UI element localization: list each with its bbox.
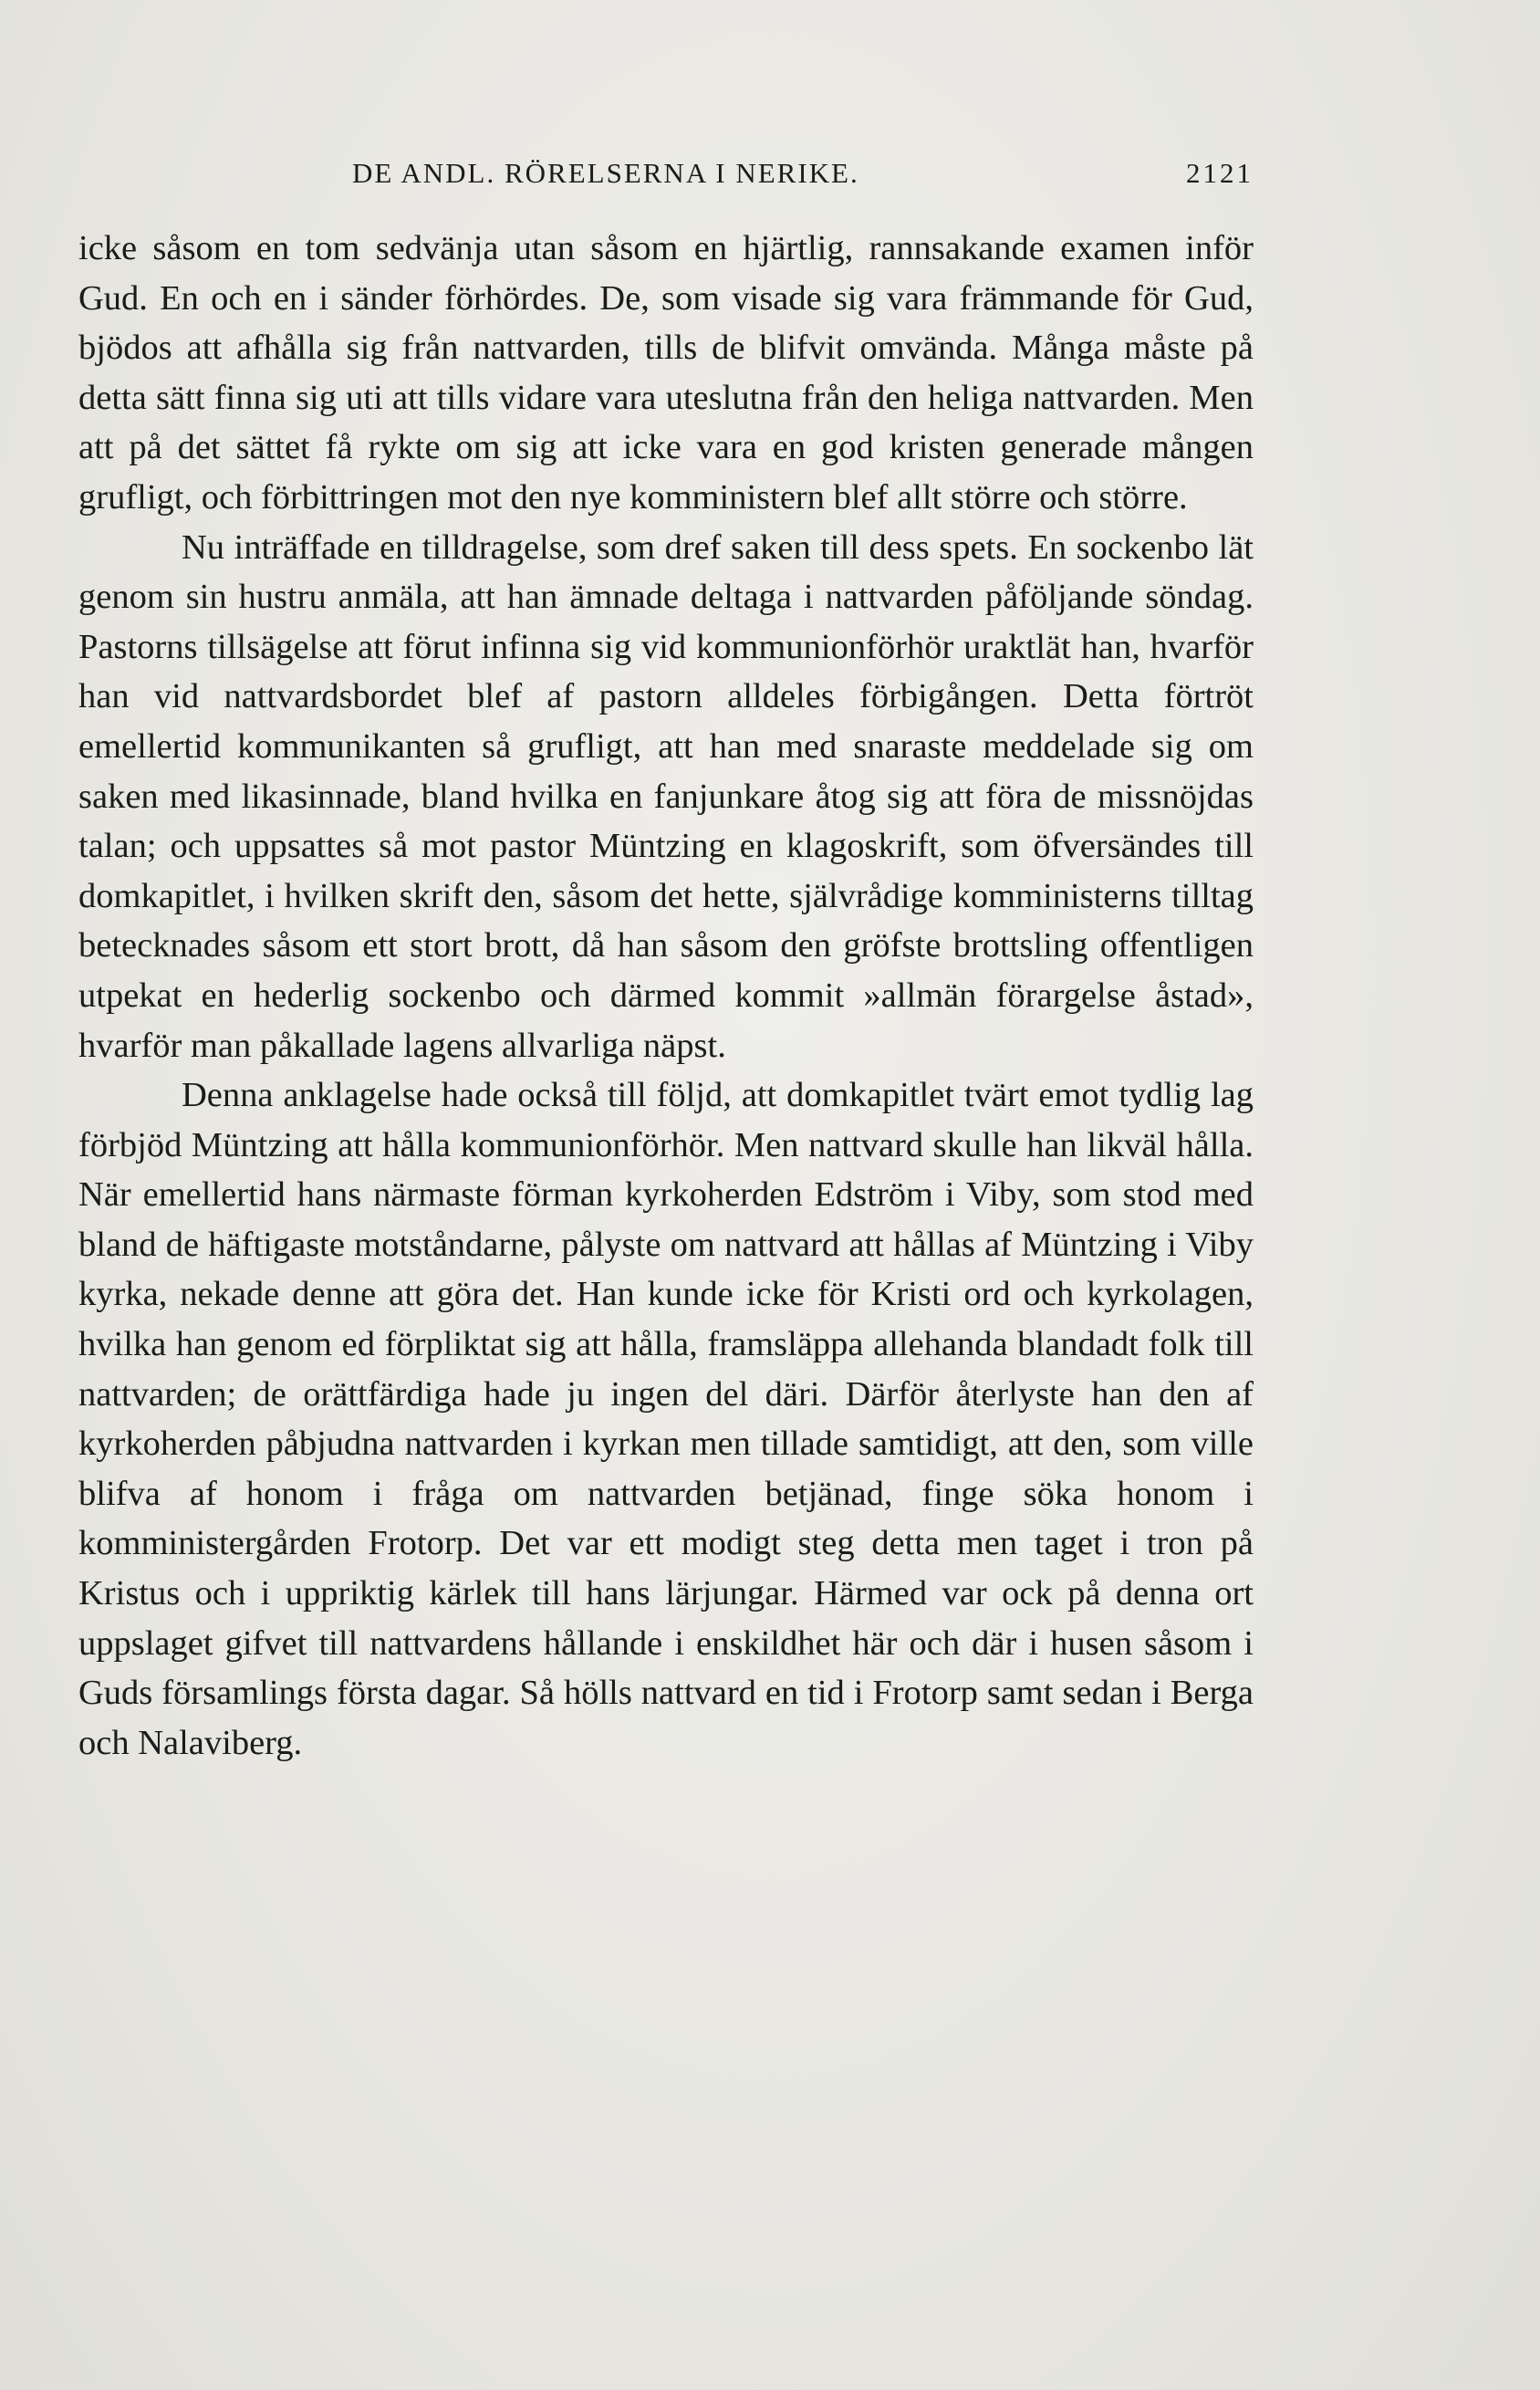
body-text — [78, 224, 1254, 1768]
page-number: 2121 — [1186, 157, 1254, 189]
page-header — [78, 157, 1254, 203]
paragraph: icke såsom en tom sedvänja utan såsom en hjärtlig, rannsakande examen inför Gud. En och en i sänder förhördes. De, som visade sig vara främmande för Gud, bjödos att afhålla sig från nattvarden, tills de blifvit omvända. Många måste på detta sätt finna sig uti att tills vidare vara uteslutna från den heliga nattvarden. Men att på det sättet få rykte om sig att icke vara en god kristen generade mången grufligt, och förbittringen mot den nye komministern blef allt större och större. — [78, 229, 1254, 517]
paragraph: Nu inträffade en tilldragelse, som dref saken till dess spets. En sockenbo lät genom sin hustru anmäla, att han ämnade deltaga i nattvarden påföljande söndag. Pastorns tillsägelse att förut infinna sig vid kommunionförhör uraktlät han, hvarför han vid nattvardsbordet blef af pastorn alldeles förbigången. Detta förtröt emellertid kommunikanten så grufligt, att han med snaraste meddelade sig om saken med likasinnade, bland hvilka en fanjunkare åtog sig att föra de missnöjdas talan; och uppsattes så mot pastor Müntzing en klagoskrift, som öfversändes till domkapitlet, i hvilken skrift den, såsom det hette, självrådige komministerns tilltag betecknades såsom ett stort brott, då han såsom den gröfste brottsling offentligen utpekat en hederlig sockenbo och därmed kommit »allmän förargelse åstad», hvarför man påkallade lagens allvarliga näpst. — [78, 527, 1254, 1065]
running-title: DE ANDL. RÖRELSERNA I NERIKE. — [352, 157, 859, 189]
paragraph: Denna anklagelse hade också till följd, att domkapitlet tvärt emot tydlig lag förbjöd Müntzing att hålla kommunionförhör. Men nattvard skulle han likväl hålla. När emellertid hans närmaste förman kyrkoherden Edström i Viby, som stod med bland de häftigaste motståndarne, pålyste om nattvard att hållas af Müntzing i Viby kyrka, nekade denne att göra det. Han kunde icke för Kristi ord och kyrkolagen, hvilka han genom ed förpliktat sig att hålla, framsläppa allehanda blandadt folk till nattvarden; de orättfärdiga hade ju ingen del däri. Därför återlyste han den af kyrkoherden påbjudna nattvarden i kyrkan men tillade samtidigt, att den, som ville blifva af honom i fråga om nattvarden betjänad, finge söka honom i komministergården Frotorp. Det var ett modigt steg detta men taget i tron på Kristus och i uppriktig kärlek till hans lärjungar. Härmed var ock på denna ort uppslaget gifvet till nattvardens hållande i enskildhet här och där i husen såsom i Guds församlings första dagar. Så hölls nattvard en tid i Frotorp samt sedan i Berga och Nalaviberg. — [78, 1076, 1254, 1762]
